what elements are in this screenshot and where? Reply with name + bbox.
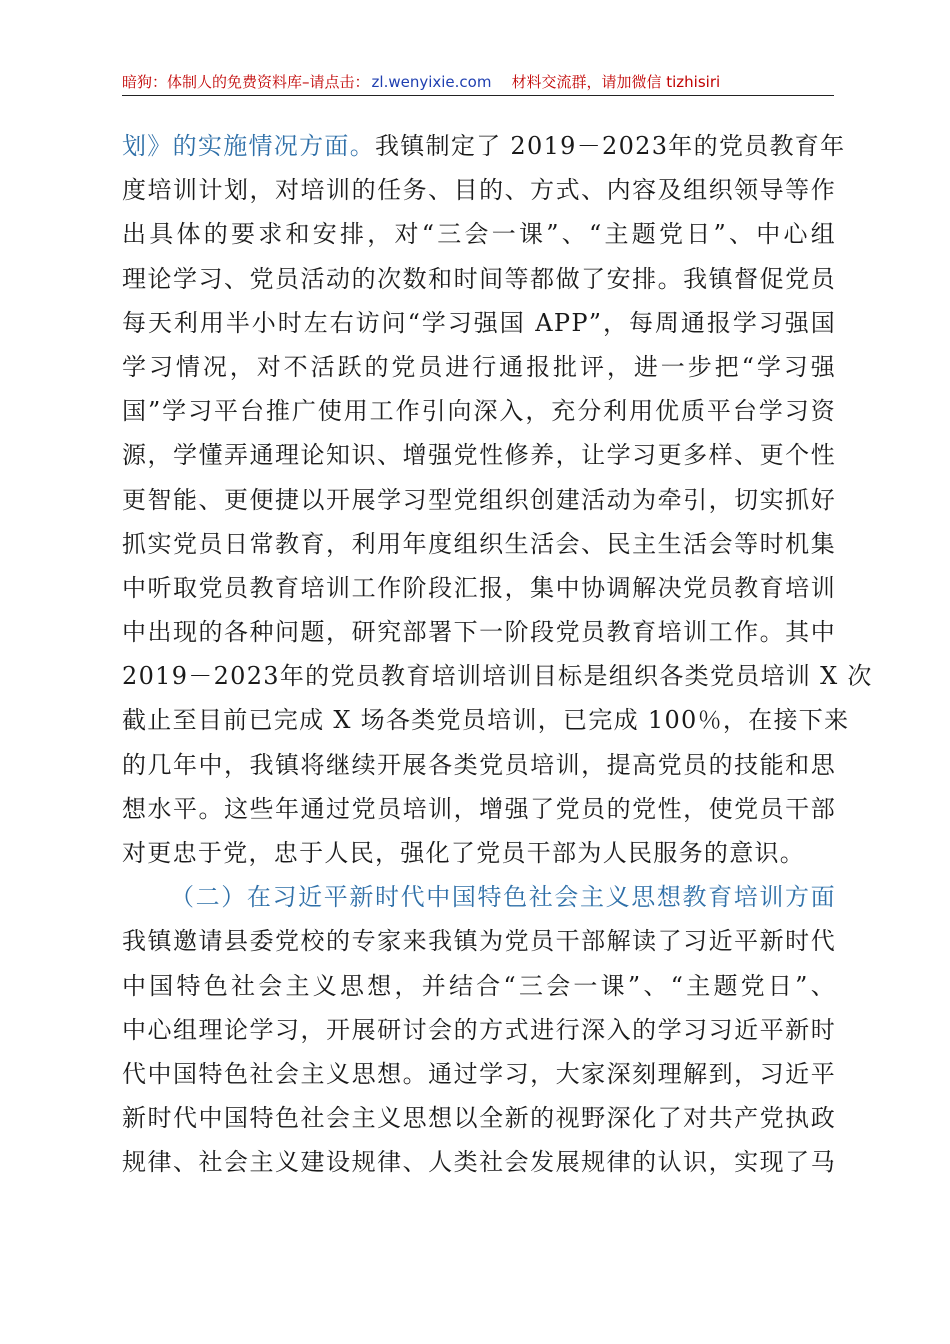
body-line: 度培训计划，对培训的任务、目的、方式、内容及组织领导等作 [122, 176, 836, 205]
body-line: 国”学习平台推广使用工作引向深入，充分利用优质平台学习资 [122, 397, 836, 426]
header-contact: 材料交流群，请加微信 tizhisiri [511, 73, 721, 91]
body-line: 理论学习、党员活动的次数和时间等都做了安排。我镇督促党员 [122, 264, 836, 293]
body-line: 抓实党员日常教育，利用年度组织生活会、民主生活会等时机集 [122, 529, 836, 558]
body-line: 对更忠于党，忠于人民，强化了党员干部为人民服务的意识。 [122, 839, 806, 867]
page-header [122, 70, 834, 94]
body-line: 源，学懂弄通理论知识、增强党性修养，让学习更多样、更个性 [122, 441, 836, 470]
body-line: 想水平。这些年通过党员培训，增强了党员的党性，使党员干部 [122, 794, 836, 823]
header-url-link[interactable]: zl.wenyixie.com [371, 73, 492, 91]
body-line: 每天利用半小时左右访问“学习强国 APP”，每周通报学习强国 [122, 308, 836, 337]
body-line: 新时代中国特色社会主义思想以全新的视野深化了对共产党执政 [122, 1104, 836, 1133]
section-heading-tail: 划》的实施情况方面。 [122, 132, 375, 160]
body-text: 我镇制定了 2019－2023年的党员教育年 [375, 132, 846, 160]
body-line: 出具体的要求和安排，对“三会一课”、“主题党日”、中心组 [122, 220, 836, 249]
document-body [122, 124, 873, 1185]
body-line: 我镇邀请县委党校的专家来我镇为党员干部解读了习近平新时代 [122, 927, 836, 956]
body-line: 的几年中，我镇将继续开展各类党员培训，提高党员的技能和思 [122, 750, 836, 779]
body-line: 截止至目前已完成 X 场各类党员培训，已完成 100％，在接下来 [122, 706, 850, 735]
body-line: 中国特色社会主义思想，并结合“三会一课”、“主题党日”、 [122, 971, 836, 1000]
header-divider [122, 95, 834, 96]
header-prompt: –请点击： [302, 73, 370, 91]
body-line: 学习情况，对不活跃的党员进行通报批评，进一步把“学习强 [122, 352, 836, 381]
body-line: 代中国特色社会主义思想。通过学习，大家深刻理解到，习近平 [122, 1059, 836, 1088]
section-heading: （二）在习近平新时代中国特色社会主义思想教育培训方面 [170, 883, 836, 912]
body-line [122, 124, 846, 168]
header-brand: 暗狗：体制人的免费资料库 [122, 73, 303, 91]
body-line: 中心组理论学习，开展研讨会的方式进行深入的学习习近平新时 [122, 1015, 836, 1044]
body-line: 规律、社会主义建设规律、人类社会发展规律的认识，实现了马 [122, 1148, 836, 1177]
body-line: 更智能、更便捷以开展学习型党组织创建活动为牵引，切实抓好 [122, 485, 836, 514]
body-line: 2019－2023年的党员教育培训培训目标是组织各类党员培训 X 次 [122, 662, 873, 691]
body-line: 中出现的各种问题，研究部署下一阶段党员教育培训工作。其中 [122, 618, 836, 647]
body-line: 中听取党员教育培训工作阶段汇报，集中协调解决党员教育培训 [122, 573, 836, 602]
